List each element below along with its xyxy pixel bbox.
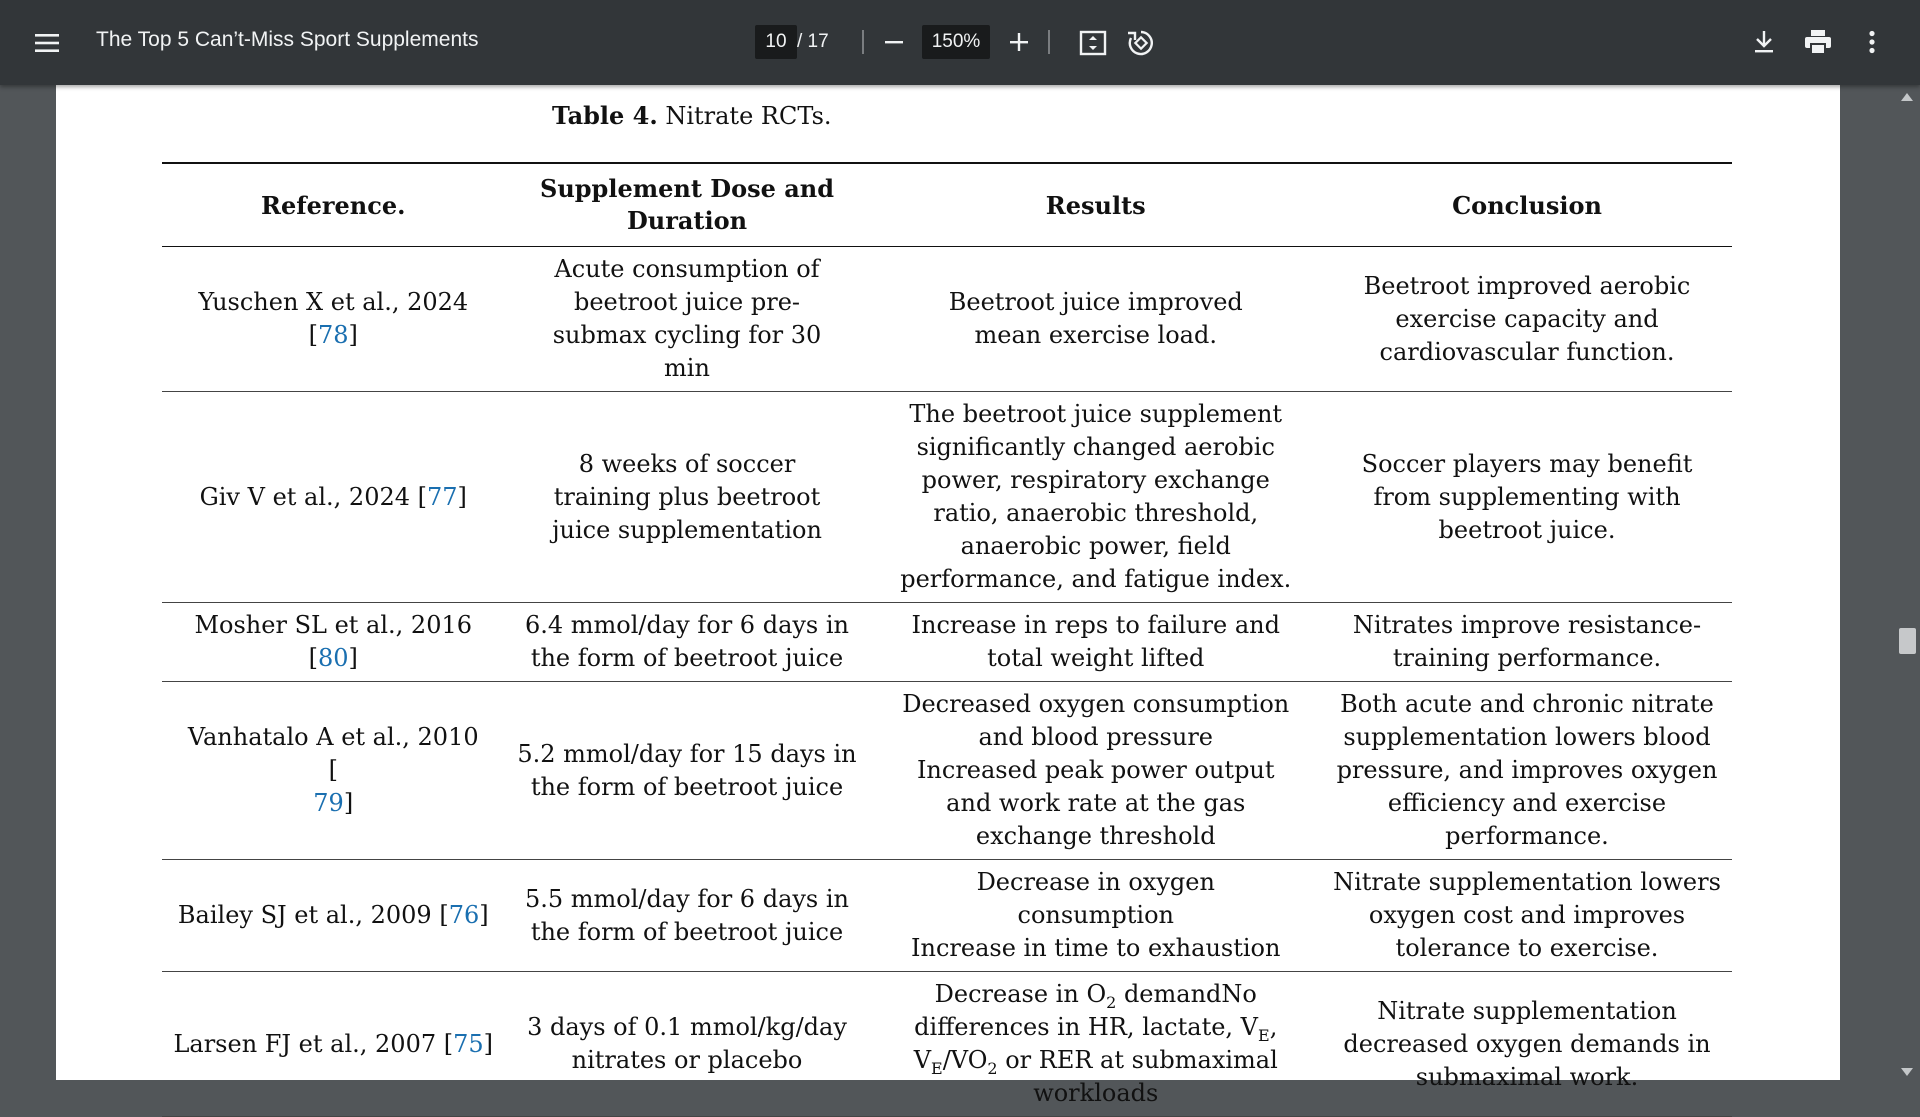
plus-icon [1009, 32, 1029, 52]
caption-label: Table 4. [552, 101, 658, 130]
dose-cell: 8 weeks of soccer training plus beetroot juice supplementation [505, 392, 870, 603]
more-vert-icon[interactable] [1857, 26, 1887, 58]
table-row [162, 247, 1732, 392]
dose-cell: 5.5 mmol/day for 6 days in the form of beetroot juice [505, 860, 870, 972]
fit-to-page-button[interactable] [1077, 27, 1109, 59]
table-row [162, 392, 1732, 603]
toolbar-divider [1048, 30, 1050, 54]
reference-cell: Larsen FJ et al., 2007 [75] [162, 972, 505, 1117]
table-row [162, 972, 1732, 1117]
conclusion-cell: Both acute and chronic nitrate supplementation lowers blood pressure, and improves oxygen efficiency and exercise performance. [1322, 682, 1732, 860]
zoom-in-button[interactable] [1004, 27, 1034, 57]
dose-cell: 5.2 mmol/day for 15 days in the form of beetroot juice [505, 682, 870, 860]
minus-icon [884, 32, 904, 52]
results-cell: The beetroot juice supplement significantly changed aerobic power, respiratory exchange ratio, anaerobic threshold, anaerobic power, field performance, and fatigue index. [870, 392, 1323, 603]
dose-cell: 6.4 mmol/day for 6 days in the form of beetroot juice [505, 603, 870, 682]
column-header: Reference. [162, 163, 505, 247]
nitrate-rct-table [162, 162, 1732, 1117]
dose-cell: 3 days of 0.1 mmol/kg/day nitrates or placebo [505, 972, 870, 1117]
results-line: Decreased oxygen consumption and blood pressure [902, 690, 1290, 751]
rotate-button[interactable] [1124, 26, 1158, 60]
download-icon [1753, 30, 1775, 54]
results-line: Increased peak power output and work rate at the gas exchange threshold [916, 756, 1275, 850]
page-number-input[interactable] [755, 25, 797, 59]
table-caption [552, 101, 832, 130]
dose-cell: Acute consumption of beetroot juice pre-submax cycling for 30 min [505, 247, 870, 392]
results-cell: Increase in reps to failure and total weight lifted [870, 603, 1323, 682]
results-cell: Beetroot juice improved mean exercise load. [870, 247, 1323, 392]
results-cell: Decrease in $O_2$ demandNo differences in HR, lactate, $V_E$, $V_E/VO_2$ or RER at submaximal workloads [870, 972, 1323, 1117]
table-row [162, 860, 1732, 972]
hamburger-menu-icon[interactable] [32, 28, 62, 58]
results-line: Decrease in oxygen consumption [976, 868, 1215, 929]
scrollbar-thumb[interactable] [1899, 628, 1916, 654]
conclusion-cell: Nitrates improve resistance-training performance. [1322, 603, 1732, 682]
citation-link[interactable]: 77 [427, 482, 458, 511]
zoom-out-button[interactable] [879, 27, 909, 57]
column-header: Supplement Dose and Duration [505, 163, 870, 247]
pdf-page [56, 85, 1840, 1107]
caption-text: Nitrate RCTs. [657, 102, 832, 130]
results-cell [870, 682, 1323, 860]
reference-cell: Yuschen X et al., 2024 [78] [162, 247, 505, 392]
scroll-down-arrow-icon[interactable] [1901, 1068, 1913, 1076]
print-icon [1804, 29, 1832, 55]
reference-cell: Vanhatalo A et al., 2010 [79] [162, 682, 505, 860]
print-button[interactable] [1801, 26, 1835, 58]
table-row [162, 603, 1732, 682]
citation-link[interactable]: 80 [317, 644, 349, 672]
download-button[interactable] [1748, 26, 1780, 58]
results-line: Increase in time to exhaustion [911, 934, 1281, 962]
scroll-up-arrow-icon[interactable] [1901, 93, 1913, 101]
reference-cell: Bailey SJ et al., 2009 [76] [162, 860, 505, 972]
fit-to-page-icon [1079, 30, 1107, 56]
rotate-icon [1126, 28, 1156, 58]
document-title: The Top 5 Can’t-Miss Sport Supplements [96, 28, 479, 51]
page-count: / 17 [797, 31, 829, 52]
reference-cell: Giv V et al., 2024 [77] [162, 392, 505, 603]
pdf-toolbar [0, 0, 1920, 85]
column-header: Results [870, 163, 1323, 247]
table-header-row [162, 163, 1732, 247]
column-header: Conclusion [1322, 163, 1732, 247]
results-cell [870, 860, 1323, 972]
zoom-level-input[interactable] [922, 25, 990, 59]
conclusion-cell: Nitrate supplementation decreased oxygen demands in submaximal work. [1322, 972, 1732, 1117]
citation-link[interactable]: 78 [317, 321, 349, 349]
reference-cell: Mosher SL et al., 2016 [80] [162, 603, 505, 682]
conclusion-cell: Nitrate supplementation lowers oxygen cost and improves tolerance to exercise. [1322, 860, 1732, 972]
citation-link[interactable]: 79 [313, 789, 344, 817]
toolbar-divider [862, 30, 864, 54]
conclusion-cell: Beetroot improved aerobic exercise capacity and cardiovascular function. [1322, 247, 1732, 392]
citation-link[interactable]: 76 [448, 901, 480, 929]
table-row [162, 682, 1732, 860]
vertical-scrollbar[interactable] [1895, 85, 1920, 1080]
citation-link[interactable]: 75 [453, 1029, 484, 1058]
conclusion-cell: Soccer players may benefit from supplementing with beetroot juice. [1322, 392, 1732, 603]
